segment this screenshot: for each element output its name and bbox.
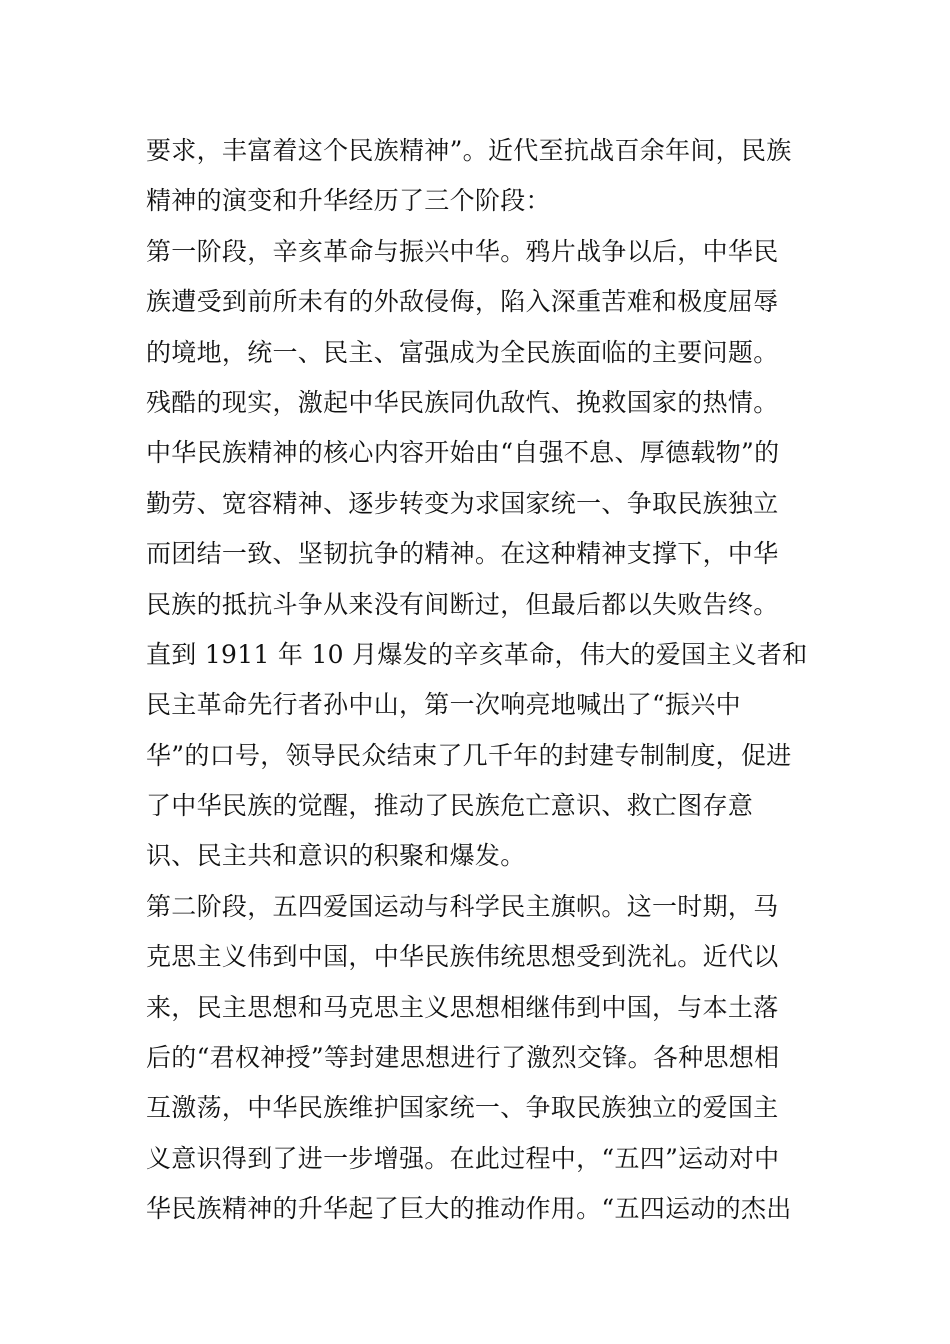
text-line: 克思主义伟到中国，中华民族伟统思想受到洗礼。近代以: [146, 942, 779, 972]
text-line: 民族的抵抗斗争从来没有间断过，但最后都以失败告终。: [146, 589, 779, 619]
text-line: 精神的演变和升华经历了三个阶段：: [146, 186, 551, 216]
text-line: 来，民主思想和马克思主义思想相继伟到中国，与本土落: [146, 992, 779, 1022]
text-line: 的境地，统一、民主、富强成为全民族面临的主要问题。: [146, 337, 779, 367]
text-line: 第一阶段，辛亥革命与振兴中华。鸦片战争以后，中华民: [146, 236, 779, 266]
text-line: 互激荡，中华民族维护国家统一、争取民族独立的爱国主: [146, 1093, 779, 1123]
text-line: 义意识得到了进一步增强。在此过程中，“五四”运动对中: [146, 1143, 780, 1173]
text-line: 残酷的现实，激起中华民族同仇敌忾、挽救国家的热情。: [146, 387, 779, 417]
text-line: 民主革命先行者孙中山，第一次响亮地喊出了“振兴中: [146, 690, 741, 720]
text-line: 要求，丰富着这个民族精神”。近代至抗战百余年间，民族: [146, 136, 792, 165]
text-line: 直到 1911 年 10 月爆发的辛亥革命，伟大的爱国主义者和: [146, 639, 808, 669]
text-line: 后的“君权神授”等封建思想进行了激烈交锋。各种思想相: [146, 1043, 780, 1073]
text-line: 族遭受到前所未有的外敌侵侮，陷入深重苦难和极度屈辱: [146, 287, 779, 317]
text-line: 而团结一致、坚韧抗争的精神。在这种精神支撑下，中华: [146, 539, 779, 569]
text-line: 识、民主共和意识的积聚和爆发。: [146, 841, 526, 871]
text-line: 了中华民族的觉醒，推动了民族危亡意识、救亡图存意: [146, 791, 754, 821]
text-line: 勤劳、宽容精神、逐步转变为求国家统一、争取民族独立: [146, 488, 779, 518]
text-line: 华”的口号，领导民众结束了几千年的封建专制制度，促进: [146, 740, 792, 770]
text-line: 第二阶段，五四爱国运动与科学民主旗帜。这一时期，马: [146, 891, 779, 921]
body-text: [146, 126, 806, 1235]
text-line: 华民族精神的升华起了巨大的推动作用。“五四运动的杰出: [146, 1194, 792, 1224]
text-line: 中华民族精神的核心内容开始由“自强不息、厚德载物”的: [146, 438, 780, 468]
